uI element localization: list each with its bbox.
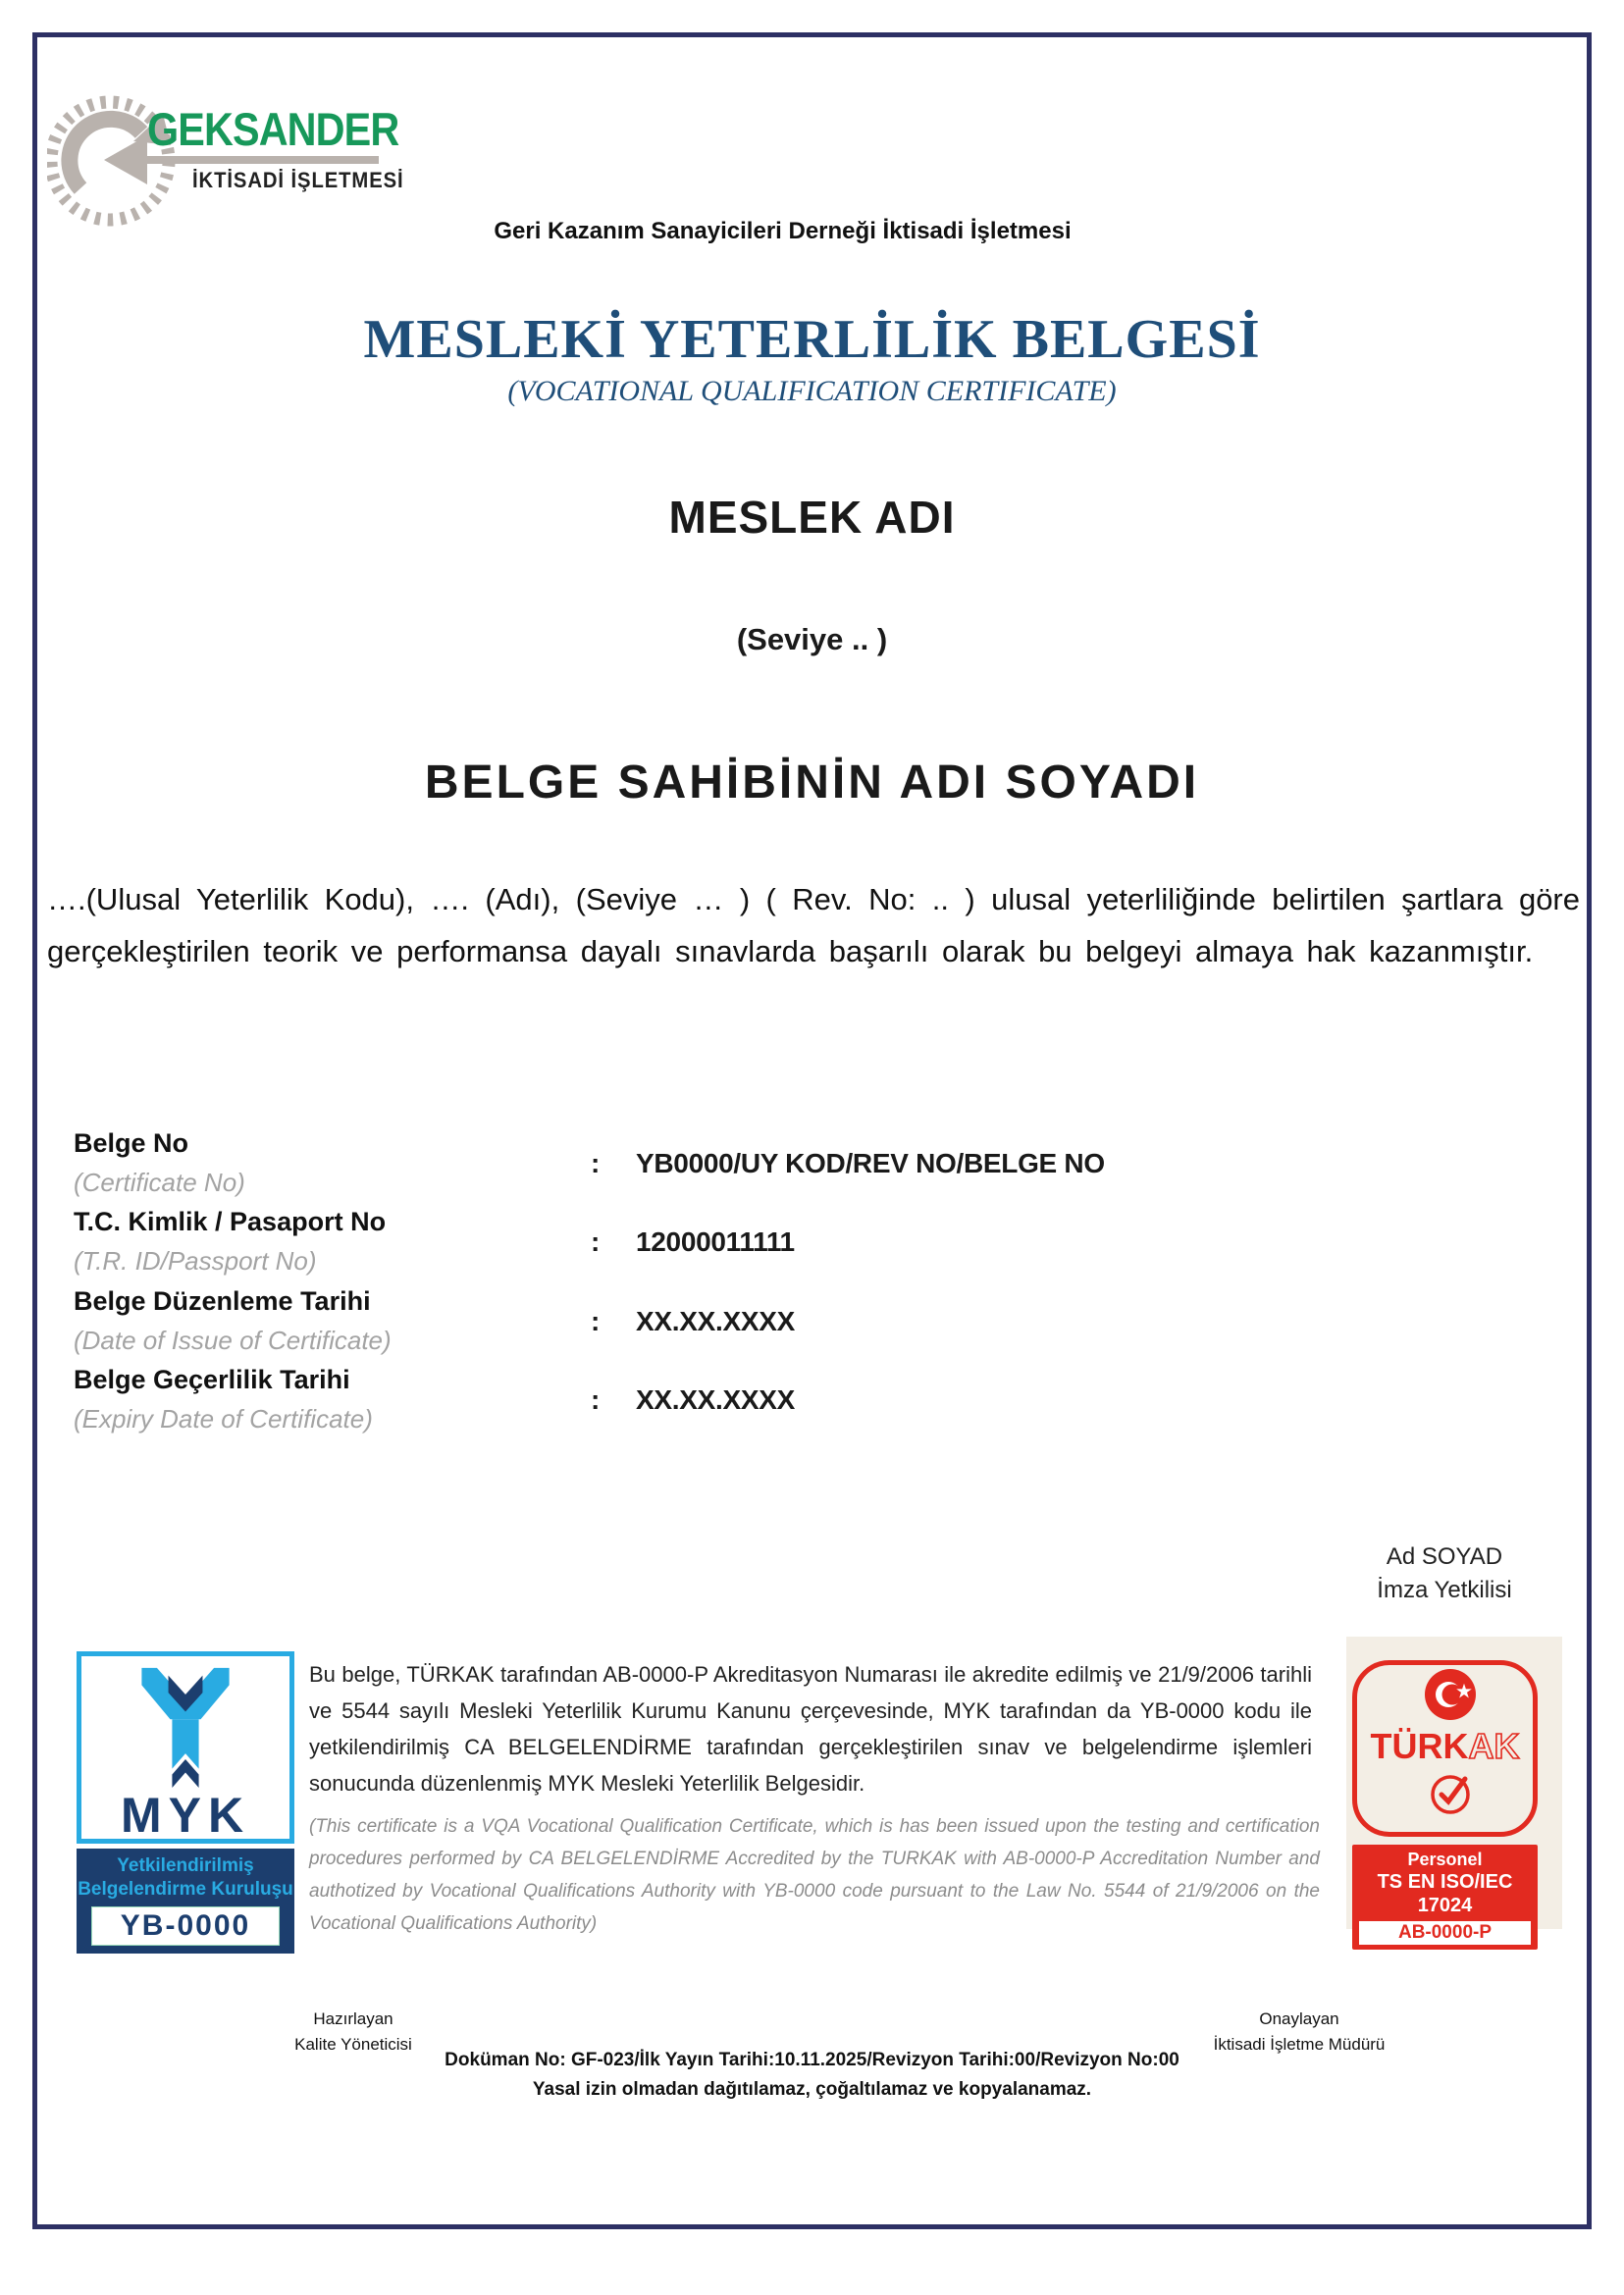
accreditation-text-english: (This certificate is a VQA Vocational Qualification Certificate, which is has been issued upon the testing and certification procedures performed by CA BELGELENDİRME Accredited by the TURKAK with AB-0000-P Accreditation Number and authotized by Vocational Qualifications Authority with YB-0000 code pursuant to the Law No. 5544 of 21/9/2006 on the Vocational Qualifications Authority)	[309, 1816, 1320, 1934]
turkak-badge	[1346, 1637, 1562, 1943]
signature-block	[1336, 1540, 1552, 1607]
prepared-by-role: Hazırlayan	[313, 2009, 393, 2028]
myk-authorization-box	[77, 1849, 294, 1954]
field-colon: :	[591, 1148, 601, 1178]
signatory-name: Ad SOYAD	[1386, 1543, 1503, 1570]
myk-acronym: MYK	[120, 1788, 251, 1843]
myk-badge	[77, 1651, 294, 1954]
field-label: T.C. Kimlik / Pasaport No	[74, 1207, 387, 1236]
myk-logo-box	[77, 1651, 294, 1844]
field-colon: :	[591, 1226, 601, 1257]
certificate-title-english: (VOCATIONAL QUALIFICATION CERTIFICATE)	[507, 375, 1117, 407]
myk-code: YB-0000	[91, 1906, 280, 1946]
organization-line: Geri Kazanım Sanayicileri Derneği İktisadi İşletmesi	[494, 218, 1072, 244]
checkmark-icon	[1428, 1771, 1473, 1816]
accreditation-text-turkish: Bu belge, TÜRKAK tarafından AB-0000-P Akreditasyon Numarası ile akredite edilmiş ve 21/9/2006 tarihli ve 5544 sayılı Mesleki Yeterlilik Kurumu Kanunu çerçevesinde, MYK tarafından da YB-0000 kodu ile yetkilendirilmiş CA BELGELENDİRME tarafından gerçekleştirilen sınav ve belgelendirme işlemleri sonucunda düzenlenmiş MYK Mesleki Yeterlilik Belgesidir.	[309, 1662, 1312, 1796]
field-value: 12000011111	[636, 1226, 795, 1257]
field-row-certificate-no	[74, 1128, 1349, 1207]
field-value: XX.XX.XXXX	[636, 1384, 795, 1415]
qualification-statement: ….(Ulusal Yeterlilik Kodu), …. (Adı), (Seviye … ) ( Rev. No: .. ) ulusal yeterliliğinde belirtilen şartlara göre gerçekleştirilen teorik ve performansa dayalı sınavlarda başarılı olarak bu belgeyi almaya hak kazanmıştır.	[47, 882, 1580, 968]
field-sublabel: (T.R. ID/Passport No)	[74, 1246, 317, 1276]
myk-trefoil-icon	[128, 1664, 243, 1790]
myk-auth-line1: Yetkilendirilmiş	[117, 1855, 254, 1876]
myk-auth-line2: Belgelendirme Kuruluşu	[78, 1879, 293, 1900]
turkak-scope-band	[1352, 1845, 1538, 1950]
field-row-expiry-date	[74, 1365, 1349, 1443]
geksander-subtitle: İKTİSADİ İŞLETMESİ	[192, 168, 404, 192]
turkak-wordmark-solid: TÜRK	[1370, 1726, 1469, 1766]
profession-name: MESLEK ADI	[668, 492, 956, 543]
turkak-scope-line1: Personel	[1407, 1850, 1483, 1869]
field-sublabel: (Date of Issue of Certificate)	[74, 1326, 392, 1355]
field-colon: :	[591, 1306, 601, 1336]
field-label: Belge Düzenleme Tarihi	[74, 1286, 371, 1316]
field-value: YB0000/UY KOD/REV NO/BELGE NO	[636, 1148, 1105, 1178]
turkak-wordmark	[1357, 1726, 1533, 1767]
field-row-id-no	[74, 1207, 1349, 1285]
field-row-issue-date	[74, 1286, 1349, 1365]
turkak-scope-line2: TS EN ISO/IEC 17024	[1377, 1871, 1513, 1916]
field-sublabel: (Certificate No)	[74, 1168, 245, 1197]
approved-by-role: Onaylayan	[1259, 2009, 1339, 2028]
level-line: (Seviye .. )	[736, 622, 888, 656]
turkish-flag-icon	[1425, 1669, 1476, 1720]
holder-name: BELGE SAHİBİNİN ADI SOYADI	[424, 756, 1200, 808]
turkak-code: AB-0000-P	[1358, 1920, 1532, 1946]
document-control-line: Doküman No: GF-023/İlk Yayın Tarihi:10.11.2025/Revizyon Tarihi:00/Revizyon No:00	[445, 2050, 1179, 2070]
legal-notice-line: Yasal izin olmadan dağıtılamaz, çoğaltılamaz ve kopyalanamaz.	[532, 2079, 1092, 2100]
signatory-title: İmza Yetkilisi	[1377, 1577, 1512, 1603]
field-label: Belge No	[74, 1128, 189, 1158]
turkak-logo-box	[1352, 1660, 1538, 1837]
turkak-wordmark-outline: AK	[1468, 1726, 1520, 1766]
field-sublabel: (Expiry Date of Certificate)	[74, 1404, 373, 1434]
field-value: XX.XX.XXXX	[636, 1306, 795, 1336]
prepared-by-person: Kalite Yöneticisi	[294, 2035, 412, 2054]
field-colon: :	[591, 1384, 601, 1415]
field-label: Belge Geçerlilik Tarihi	[74, 1365, 350, 1394]
geksander-wordmark: GEKSANDER	[147, 103, 399, 155]
certificate-title: MESLEKİ YETERLİLİK BELGESİ	[363, 309, 1261, 370]
approved-by-person: İktisadi İşletme Müdürü	[1213, 2035, 1386, 2054]
